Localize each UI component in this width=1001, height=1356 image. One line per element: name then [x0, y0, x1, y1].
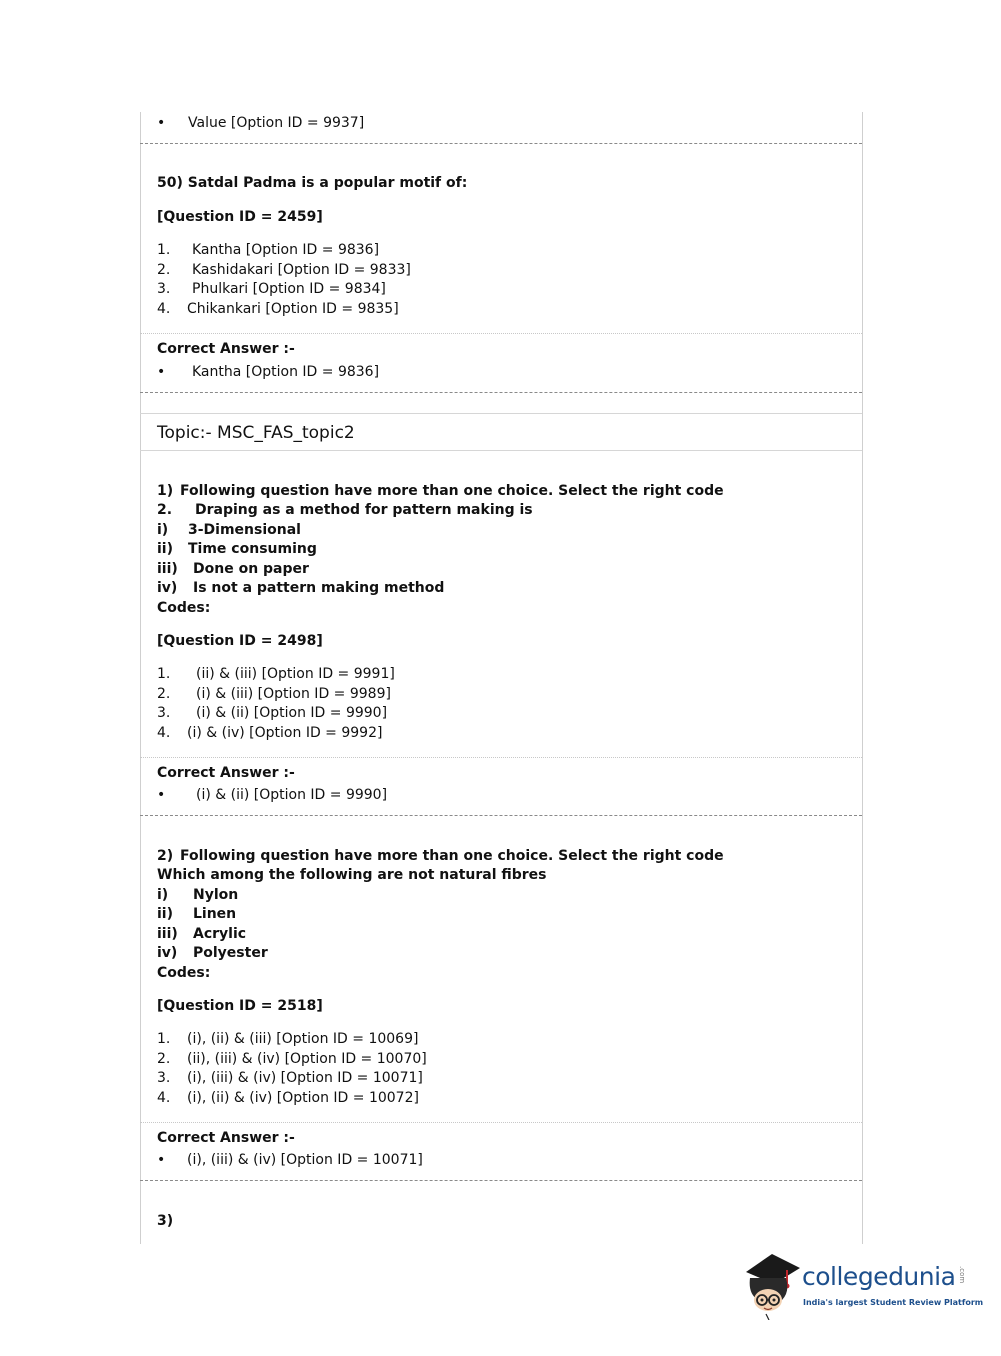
correct-answer-value: Kantha [Option ID = 9836] — [192, 364, 380, 380]
option-number: 1. — [157, 1031, 171, 1047]
bullet: • — [157, 787, 166, 803]
question-line-label: i) — [157, 887, 169, 903]
codes-label: Codes: — [157, 600, 211, 616]
divider — [140, 450, 862, 451]
question-line-text: Acrylic — [193, 926, 247, 942]
question-line-label: iv) — [157, 945, 178, 961]
option-number: 2. — [157, 262, 171, 278]
option-text: (ii) & (iii) [Option ID = 9991] — [196, 666, 395, 682]
question-2-id: [Question ID = 2518] — [157, 998, 323, 1014]
option-number: 4. — [157, 1090, 171, 1106]
question-50-id: [Question ID = 2459] — [157, 209, 323, 225]
question-line-label: iii) — [157, 561, 178, 577]
correct-answer-label: Correct Answer :- — [157, 1130, 295, 1146]
divider — [140, 815, 862, 816]
logo-tagline: India's largest Student Review Platform — [803, 1298, 984, 1307]
option-number: 3. — [157, 1070, 171, 1086]
divider — [140, 757, 862, 758]
question-line-text: Draping as a method for pattern making is — [195, 502, 533, 518]
correct-answer-label: Correct Answer :- — [157, 765, 295, 781]
divider — [140, 392, 862, 393]
bullet: • — [157, 115, 166, 131]
correct-answer-label: Correct Answer :- — [157, 341, 295, 357]
option-number: 3. — [157, 705, 171, 721]
divider — [140, 1122, 862, 1123]
option-text: (i) & (iv) [Option ID = 9992] — [187, 725, 383, 741]
option-text: Kashidakari [Option ID = 9833] — [192, 262, 411, 278]
option-number: 4. — [157, 301, 171, 317]
divider — [140, 333, 862, 334]
question-line-text: Time consuming — [188, 541, 317, 557]
question-line-label: iii) — [157, 926, 178, 942]
option-number: 4. — [157, 725, 171, 741]
prev-answer-option: Value [Option ID = 9937] — [188, 115, 365, 131]
question-line-label: ii) — [157, 541, 173, 557]
option-text: (i) & (iii) [Option ID = 9989] — [196, 686, 391, 702]
option-text: (i) & (ii) [Option ID = 9990] — [196, 705, 388, 721]
question-line-text: Which among the following are not natural fibres — [157, 867, 547, 883]
option-text: Phulkari [Option ID = 9834] — [192, 281, 386, 297]
bullet: • — [157, 364, 166, 380]
option-text: (i), (iii) & (iv) [Option ID = 10071] — [187, 1070, 423, 1086]
option-number: 3. — [157, 281, 171, 297]
question-line-text: Linen — [193, 906, 237, 922]
option-text: (ii), (iii) & (iv) [Option ID = 10070] — [187, 1051, 427, 1067]
question-line-text: Done on paper — [193, 561, 309, 577]
topic-title: Topic:- MSC_FAS_topic2 — [157, 423, 355, 443]
codes-label: Codes: — [157, 965, 211, 981]
question-line-text: Is not a pattern making method — [193, 580, 445, 596]
question-line-label: ii) — [157, 906, 173, 922]
correct-answer-value: (i) & (ii) [Option ID = 9990] — [196, 787, 388, 803]
divider — [140, 1180, 862, 1181]
question-3-label: 3) — [157, 1213, 174, 1229]
logo-domain-suffix: .com — [958, 1266, 966, 1284]
option-text: (i), (ii) & (iv) [Option ID = 10072] — [187, 1090, 419, 1106]
option-text: (i), (ii) & (iii) [Option ID = 10069] — [187, 1031, 419, 1047]
option-number: 1. — [157, 242, 171, 258]
divider — [140, 143, 862, 144]
question-1-id: [Question ID = 2498] — [157, 633, 323, 649]
question-line-text: Nylon — [193, 887, 239, 903]
question-line-label: 1) — [157, 483, 174, 499]
question-line-label: iv) — [157, 580, 178, 596]
correct-answer-value: (i), (iii) & (iv) [Option ID = 10071] — [187, 1152, 423, 1168]
option-number: 2. — [157, 686, 171, 702]
question-line-text: Polyester — [193, 945, 268, 961]
mascot-icon — [742, 1250, 802, 1320]
question-line-label: 2) — [157, 848, 174, 864]
collegedunia-logo[interactable] — [742, 1250, 984, 1320]
option-number: 1. — [157, 666, 171, 682]
question-2-text: Following question have more than one choice. Select the right code — [180, 848, 724, 864]
option-text: Kantha [Option ID = 9836] — [192, 242, 380, 258]
question-line-label: i) — [157, 522, 169, 538]
question-line-label: 2. — [157, 502, 173, 518]
question-line-text: 3-Dimensional — [188, 522, 301, 538]
option-number: 2. — [157, 1051, 171, 1067]
option-text: Chikankari [Option ID = 9835] — [187, 301, 399, 317]
question-50-text: 50) Satdal Padma is a popular motif of: — [157, 175, 468, 191]
question-1-text: Following question have more than one choice. Select the right code — [180, 483, 724, 499]
divider — [140, 413, 862, 414]
bullet: • — [157, 1152, 166, 1168]
logo-wordmark: collegedunia — [802, 1262, 956, 1291]
